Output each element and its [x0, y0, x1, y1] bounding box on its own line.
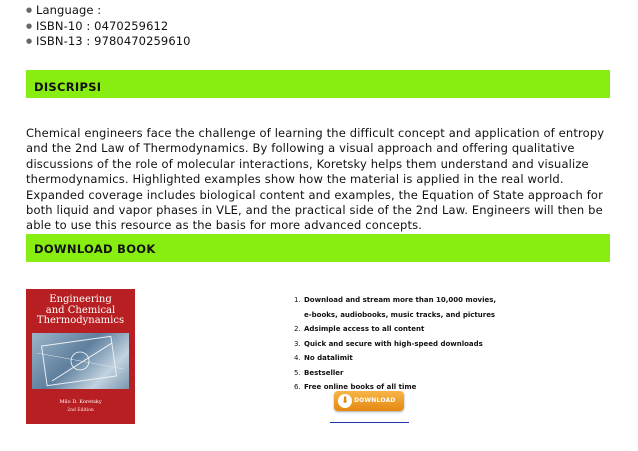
cover-author: Milo D. Koretsky [59, 399, 102, 405]
meta-label: Language : [36, 3, 102, 17]
meta-item-isbn10 [26, 19, 191, 35]
description-heading: DISCRIPSI [26, 70, 610, 98]
list-item [294, 322, 496, 337]
list-item-text: No datalimit [304, 354, 353, 362]
list-number: 4. [294, 354, 301, 362]
list-item-text: Download and stream more than 10,000 movies, [304, 296, 497, 304]
list-item-text: Bestseller [304, 368, 344, 377]
list-number: 6. [294, 383, 301, 391]
meta-item-isbn13 [26, 34, 191, 50]
list-item-text: Quick and secure with high-speed downloads [304, 339, 483, 348]
bullet-icon: ● [26, 6, 33, 14]
download-book-heading[interactable]: DOWNLOAD BOOK [26, 234, 610, 262]
list-item [294, 308, 496, 323]
cover-title-line: Thermodynamics [36, 315, 125, 326]
download-arrow-icon: ⬇ [338, 394, 352, 408]
list-number: 3. [294, 339, 301, 348]
cover-title-line: and Chemical [45, 304, 116, 316]
list-item-text: Adsimple access to all content [304, 325, 425, 333]
meta-label: ISBN-13 : [36, 34, 91, 48]
download-link-underline[interactable] [330, 422, 409, 423]
book-cover[interactable] [26, 289, 135, 424]
list-number: 1. [294, 296, 301, 304]
list-item [294, 293, 496, 308]
description-text: Chemical engineers face the challenge of learning the difficult concept and application of entropy and the 2nd Law of Thermodynamics. By following a visual approach and offering qualitative discussions of the role of molecular interactions, Koretsky helps them understand and visualize thermodynamics. Highlighted examples show how the material is applied in the real world. Expanded coverage includes biological content and examples, the Equation of State approach for both liquid and vapor phases in VLE, and the practical side of the 2nd Law. Engineers will then be able to use this resource as the basis for more advanced concepts. [26, 126, 605, 233]
list-item [294, 351, 496, 366]
bullet-icon: ● [26, 21, 33, 30]
download-button[interactable] [334, 391, 404, 411]
meta-item-language [26, 3, 191, 19]
cover-title [26, 295, 135, 327]
list-number: 2. [294, 325, 301, 333]
meta-label: ISBN-10 : [36, 18, 91, 33]
list-item-text: Free online books of all time [304, 383, 417, 391]
cover-illustration-svg [32, 333, 129, 389]
list-item [294, 366, 496, 381]
cover-edition: 2nd Edition [67, 408, 94, 413]
cover-title-line: Engineering [49, 294, 112, 305]
features-list [294, 293, 496, 395]
meta-value: 0470259612 [94, 18, 169, 33]
meta-value: 9780470259610 [94, 34, 191, 48]
list-number: 5. [294, 368, 301, 377]
list-item [294, 337, 496, 352]
download-button-label: DOWNLOAD [354, 397, 396, 404]
cover-illustration [32, 333, 129, 389]
bullet-icon: ● [26, 37, 33, 45]
list-item-text: e-books, audiobooks, music tracks, and pictures [304, 310, 496, 319]
book-meta-list [26, 3, 191, 50]
